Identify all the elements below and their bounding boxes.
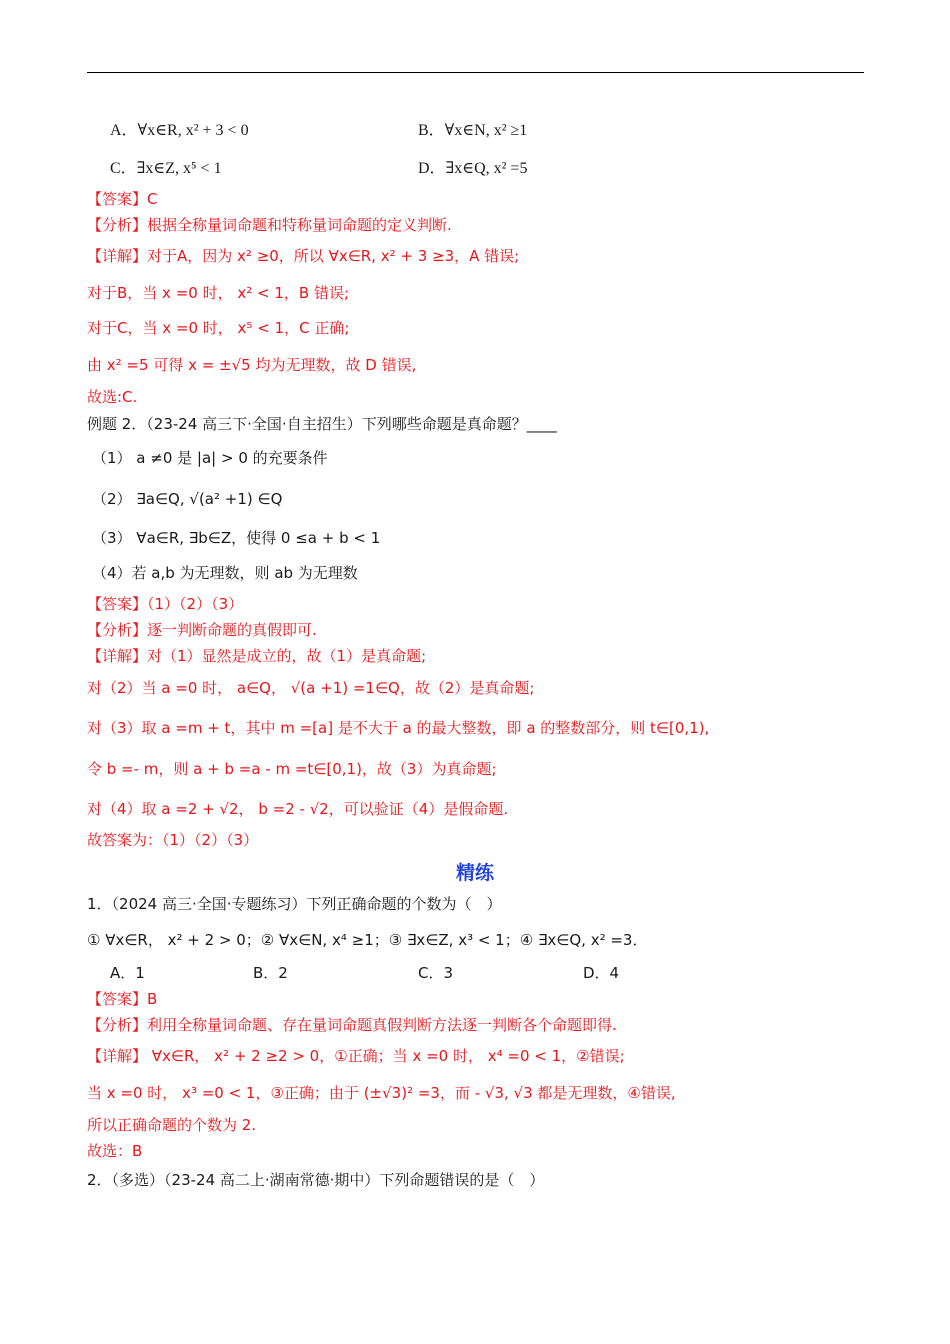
practice1-detail-3: 所以正确命题的个数为 2. xyxy=(87,1116,257,1134)
example2-answer: 【答案】（1）（2）（3） xyxy=(87,595,244,613)
example2-item-1: （1） a ≠0 是 |a| > 0 的充要条件 xyxy=(92,449,328,467)
practice1-statements: ① ∀x∈R， x² + 2 > 0；② ∀x∈N, x⁴ ≥1；③ ∃x∈Z, x³ < 1；④ ∃x∈Q, x² =3． xyxy=(87,931,648,949)
practice1-option-a: A．1 xyxy=(110,964,145,982)
q1-option-a: A．∀x∈R, x² + 3 < 0 xyxy=(110,122,249,139)
section-title: 精练 xyxy=(455,862,494,884)
practice1-detail-1: 【详解】 ∀x∈R， x² + 2 ≥2 > 0，①正确；当 x =0 时， x⁴ =0 < 1，②错误; xyxy=(87,1047,625,1065)
practice1-answer: 【答案】B xyxy=(87,990,158,1008)
example2-analysis: 【分析】逐一判断命题的真假即可. xyxy=(87,621,317,639)
practice1-conclusion: 故选：B xyxy=(87,1142,143,1160)
example2-detail-3: 对（3）取 a =m + t，其中 m =[a] 是不大于 a 的最大整数，即 a 的整数部分，则 t∈[0,1), xyxy=(87,719,710,737)
practice1-option-d: D．4 xyxy=(583,964,620,982)
q1-conclusion: 故选:C. xyxy=(87,388,138,406)
example2-detail-4: 令 b =- m，则 a + b =a - m =t∈[0,1)，故（3）为真命题; xyxy=(87,760,497,778)
example2-conclusion: 故答案为：（1）（2）（3） xyxy=(87,831,259,849)
example2-detail-2: 对（2）当 a =0 时， a∈Q， √(a +1) =1∈Q，故（2）是真命题; xyxy=(87,679,535,697)
example2-item-3: （3） ∀a∈R, ∃b∈Z，使得 0 ≤a + b < 1 xyxy=(92,529,381,547)
practice1-option-b: B．2 xyxy=(253,964,288,982)
practice2-heading: 2．（多选）（23-24 高二上·湖南常德·期中）下列命题错误的是（ ） xyxy=(87,1171,545,1189)
q1-detail-4: 由 x² =5 可得 x = ±√5 均为无理数，故 D 错误, xyxy=(87,356,417,374)
q1-detail-3: 对于C，当 x =0 时， x⁵ < 1，C 正确; xyxy=(87,319,350,337)
example2-item-4: （4）若 a,b 为无理数，则 ab 为无理数 xyxy=(92,564,358,582)
q1-answer: 【答案】C xyxy=(87,190,158,208)
practice1-heading: 1．（2024 高三·全国·专题练习）下列正确命题的个数为（ ） xyxy=(87,895,502,913)
example2-detail-1: 【详解】对（1）显然是成立的，故（1）是真命题; xyxy=(87,647,427,665)
example2-item-2: （2） ∃a∈Q, √(a² +1) ∈Q xyxy=(92,490,283,508)
q1-option-c: C．∃x∈Z, x⁵ < 1 xyxy=(110,160,222,177)
q1-detail-1: 【详解】对于A，因为 x² ≥0，所以 ∀x∈R, x² + 3 ≥3，A 错误; xyxy=(87,247,520,265)
practice1-analysis: 【分析】利用全称量词命题、存在量词命题真假判断方法逐一判断各个命题即得. xyxy=(87,1016,617,1034)
q1-option-d: D．∃x∈Q, x² =5 xyxy=(418,160,528,177)
q1-analysis: 【分析】根据全称量词命题和特称量词命题的定义判断. xyxy=(87,216,452,234)
practice1-detail-2: 当 x =0 时， x³ =0 < 1，③正确；由于 (±√3)² =3，而 - √3, √3 都是无理数，④错误, xyxy=(87,1084,676,1102)
header-rule xyxy=(87,72,864,73)
q1-option-b: B．∀x∈N, x² ≥1 xyxy=(418,122,528,139)
q1-detail-2: 对于B，当 x =0 时， x² < 1，B 错误; xyxy=(87,284,350,302)
example2-detail-5: 对（4）取 a =2 + √2， b =2 - √2，可以验证（4）是假命题. xyxy=(87,800,509,818)
example2-heading: 例题 2．（23-24 高三下·全国·自主招生）下列哪些命题是真命题？____ xyxy=(87,415,557,433)
practice1-option-c: C．3 xyxy=(418,964,454,982)
